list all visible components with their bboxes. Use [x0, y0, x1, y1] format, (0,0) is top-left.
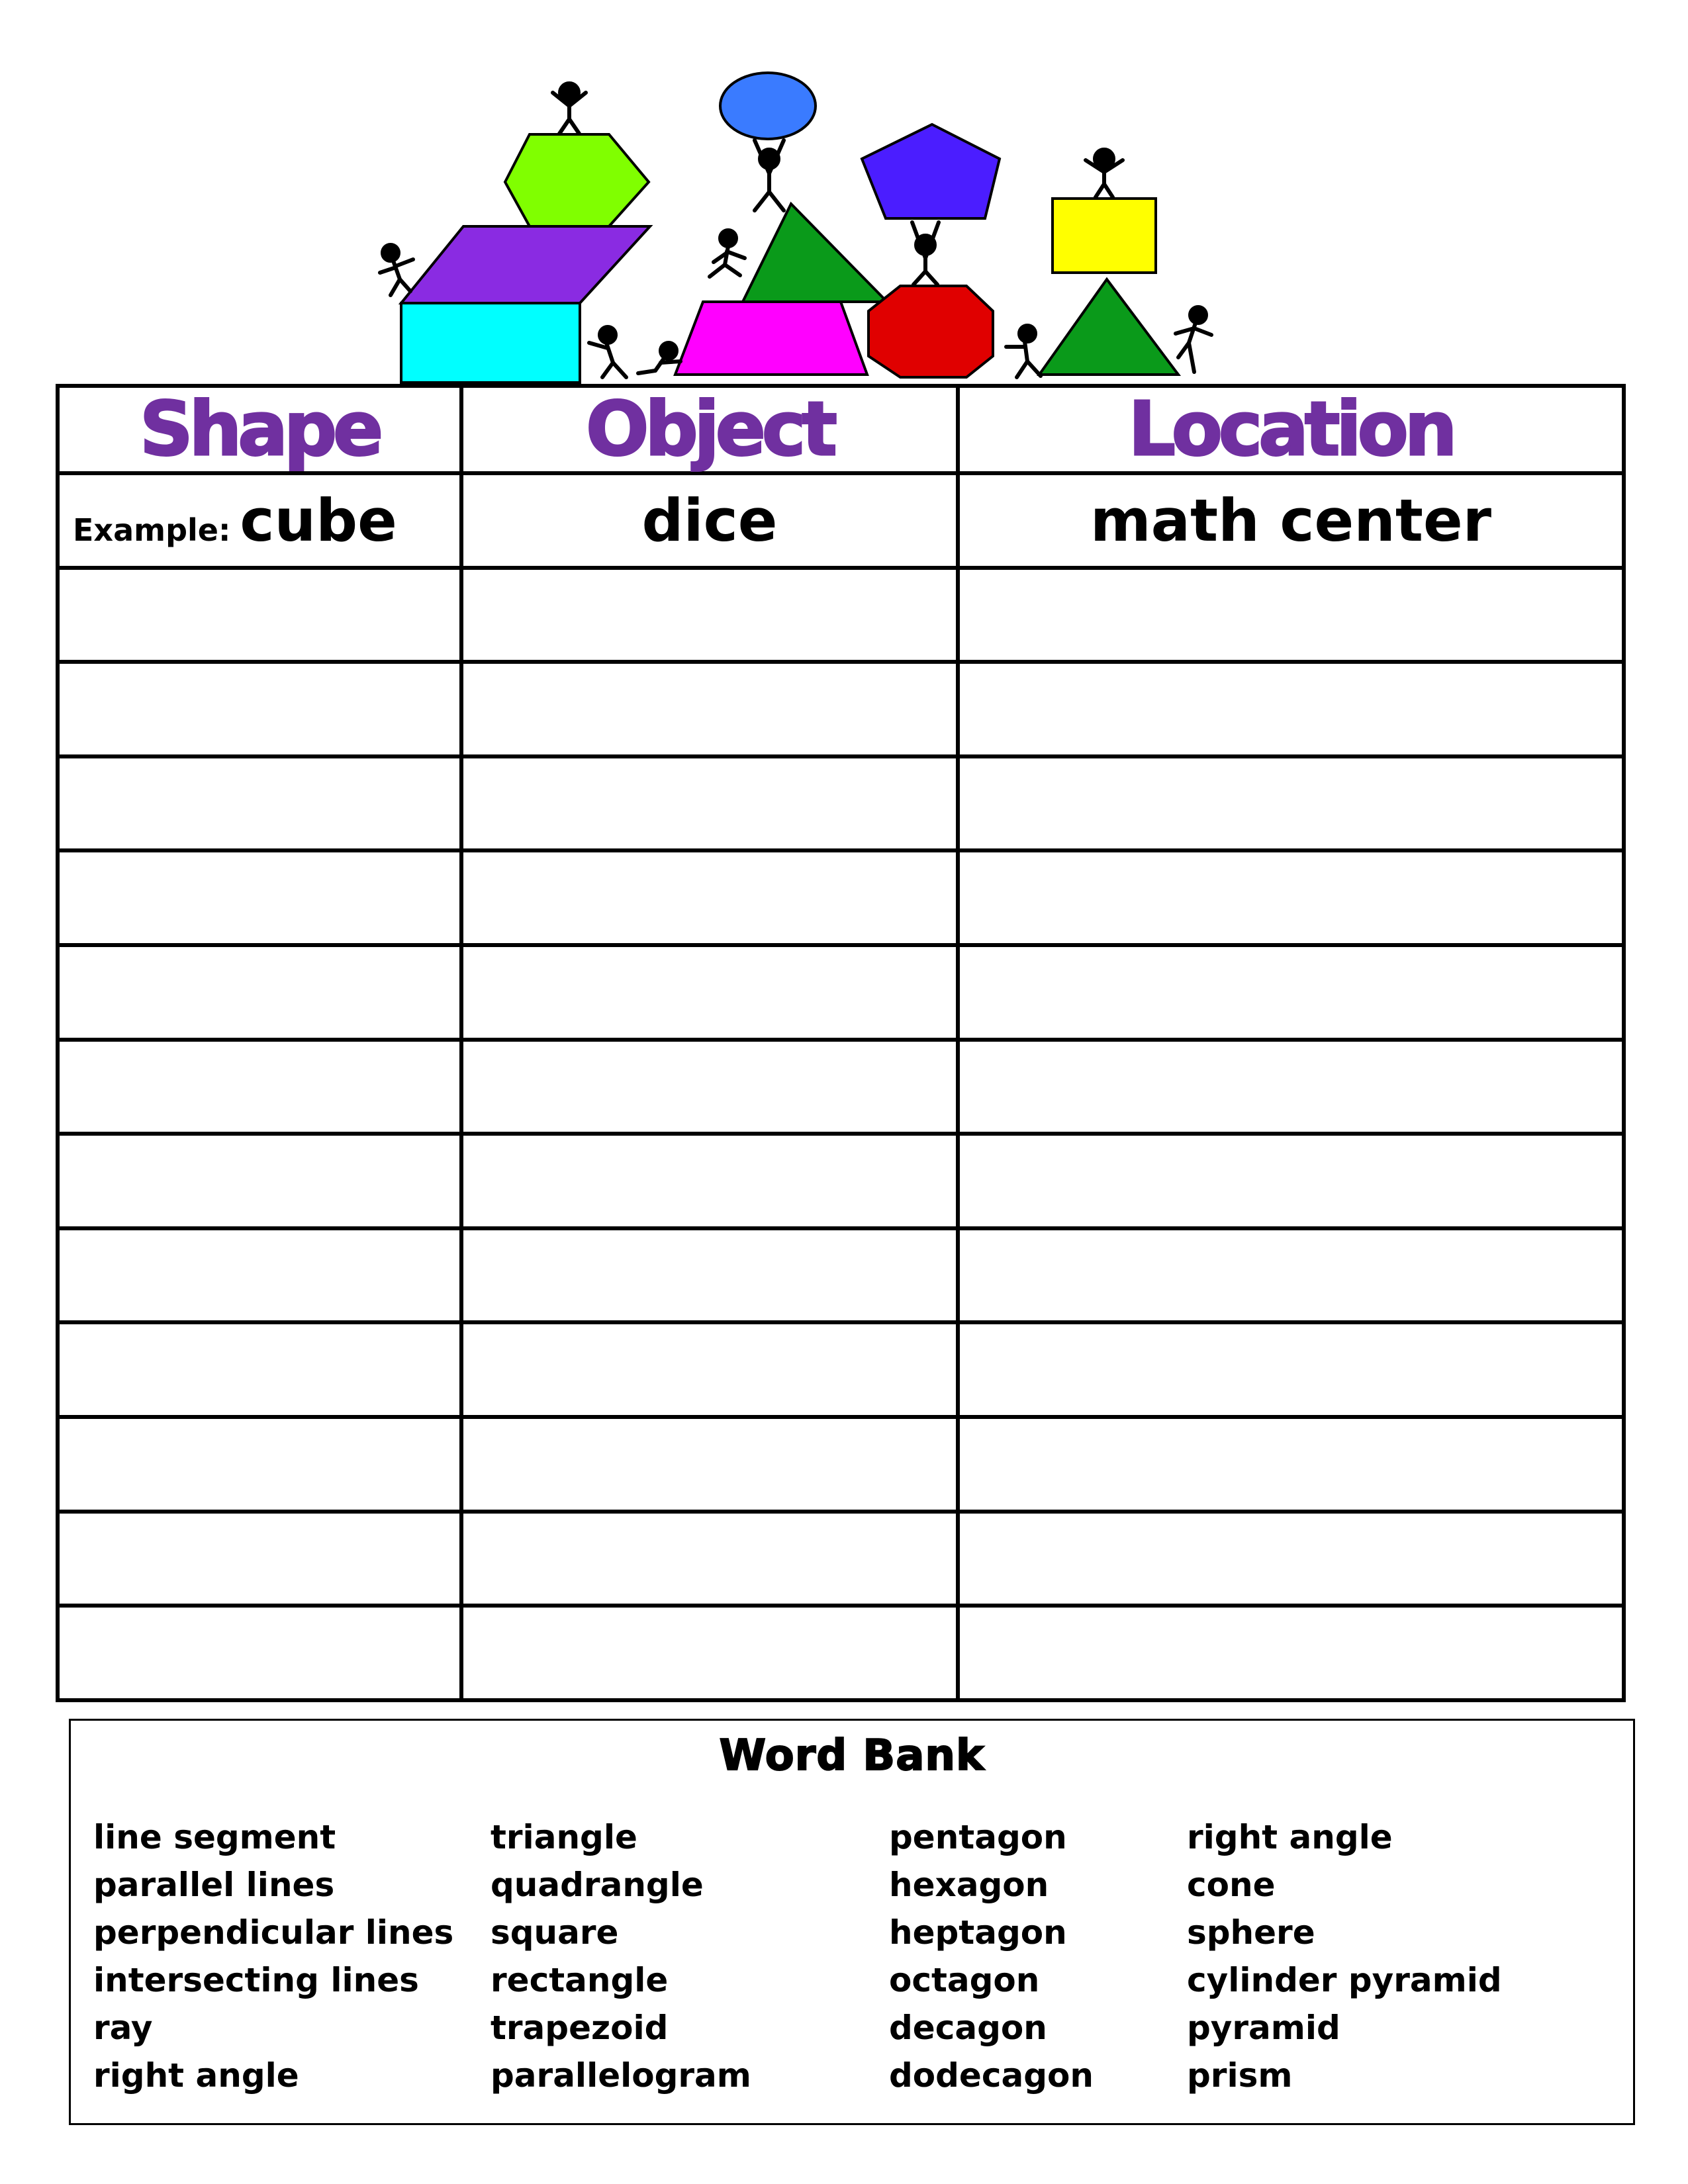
word-bank-item: pyramid — [1187, 2009, 1340, 2047]
word-bank-item: right angle — [1187, 1818, 1393, 1856]
shape-cell[interactable] — [58, 850, 461, 945]
example-row — [58, 473, 1624, 568]
word-bank-item: prism — [1187, 2056, 1293, 2095]
object-cell[interactable] — [461, 1134, 958, 1228]
header-object: Object — [461, 386, 958, 473]
table-row[interactable] — [58, 945, 1624, 1040]
header-row — [58, 386, 1624, 473]
table-row[interactable] — [58, 1606, 1624, 1700]
location-cell[interactable] — [958, 756, 1624, 851]
triangle-shape-center — [743, 204, 887, 302]
word-bank-item: right angle — [93, 2056, 299, 2095]
word-bank-item: intersecting lines — [93, 1961, 419, 1999]
word-bank-item: dodecagon — [889, 2056, 1094, 2095]
object-cell[interactable] — [461, 1322, 958, 1417]
hexagon-shape — [505, 134, 649, 226]
parallelogram-shape — [401, 226, 650, 303]
example-object-cell: dice — [461, 473, 958, 568]
location-cell[interactable] — [958, 1040, 1624, 1134]
shape-cell[interactable] — [58, 1040, 461, 1134]
figure-climbing-right — [1176, 307, 1211, 372]
word-bank-column-3 — [889, 1813, 1094, 2099]
word-bank-item: heptagon — [889, 1913, 1067, 1952]
word-bank-item: pentagon — [889, 1818, 1067, 1856]
location-cell[interactable] — [958, 1134, 1624, 1228]
word-bank-item: square — [491, 1913, 619, 1952]
object-cell[interactable] — [461, 568, 958, 662]
word-bank-item: quadrangle — [491, 1866, 704, 1904]
example-shape: cube — [240, 486, 397, 555]
example-shape-cell — [58, 473, 461, 568]
shape-cell[interactable] — [58, 1512, 461, 1606]
word-bank-item: triangle — [491, 1818, 637, 1856]
figure-pushing-rectangle — [589, 327, 626, 377]
shape-cell[interactable] — [58, 1322, 461, 1417]
figure-sitting — [638, 343, 680, 373]
object-cell[interactable] — [461, 850, 958, 945]
location-cell[interactable] — [958, 1228, 1624, 1323]
circle-shape — [720, 73, 816, 139]
cyan-rectangle-shape — [401, 303, 580, 383]
word-bank-item: cylinder pyramid — [1187, 1961, 1502, 1999]
table-row[interactable] — [58, 1322, 1624, 1417]
yellow-square-shape — [1053, 199, 1156, 273]
shape-cell[interactable] — [58, 568, 461, 662]
table-row[interactable] — [58, 1040, 1624, 1134]
figure-climbing-triangle — [710, 230, 745, 277]
location-cell[interactable] — [958, 850, 1624, 945]
word-bank-item: parallelogram — [491, 2056, 751, 2095]
table-row[interactable] — [58, 1512, 1624, 1606]
location-cell[interactable] — [958, 662, 1624, 756]
location-cell[interactable] — [958, 1512, 1624, 1606]
word-bank-item: decagon — [889, 2009, 1047, 2047]
word-bank-item: rectangle — [491, 1961, 669, 1999]
word-bank-item: cone — [1187, 1866, 1276, 1904]
word-bank-box — [69, 1719, 1635, 2125]
word-bank-item: parallel lines — [93, 1866, 335, 1904]
table-row[interactable] — [58, 756, 1624, 851]
table-row[interactable] — [58, 850, 1624, 945]
shape-cell[interactable] — [58, 945, 461, 1040]
word-bank-item: octagon — [889, 1961, 1040, 1999]
trapezoid-shape — [675, 302, 867, 375]
word-bank-column-4 — [1187, 1813, 1502, 2099]
triangle-shape-right — [1039, 279, 1178, 375]
object-cell[interactable] — [461, 756, 958, 851]
shape-object-location-table — [56, 384, 1626, 1702]
object-cell[interactable] — [461, 1228, 958, 1323]
object-cell[interactable] — [461, 1040, 958, 1134]
table-row[interactable] — [58, 568, 1624, 662]
figure-on-hexagon — [553, 83, 586, 134]
shape-cell[interactable] — [58, 756, 461, 851]
figure-lifting-pentagon — [912, 222, 939, 285]
shape-cell[interactable] — [58, 662, 461, 756]
word-bank-column-1 — [93, 1813, 453, 2099]
figure-climbing-left — [380, 245, 413, 295]
object-cell[interactable] — [461, 945, 958, 1040]
object-cell[interactable] — [461, 662, 958, 756]
pentagon-shape — [862, 124, 1000, 218]
word-bank-column-2 — [491, 1813, 751, 2099]
location-cell[interactable] — [958, 945, 1624, 1040]
table-row[interactable] — [58, 1228, 1624, 1323]
object-cell[interactable] — [461, 1512, 958, 1606]
word-bank-item: line segment — [93, 1818, 336, 1856]
shape-cell[interactable] — [58, 1134, 461, 1228]
table-row[interactable] — [58, 1134, 1624, 1228]
table-row[interactable] — [58, 662, 1624, 756]
figure-on-square — [1086, 150, 1123, 197]
word-bank-title: Word Bank — [719, 1731, 985, 1780]
table-row[interactable] — [58, 1417, 1624, 1512]
word-bank-item: perpendicular lines — [93, 1913, 454, 1952]
example-label: Example: — [73, 512, 231, 548]
shape-cell[interactable] — [58, 1228, 461, 1323]
shape-cell[interactable] — [58, 1417, 461, 1512]
figure-lifting-circle — [755, 140, 784, 210]
shapes-illustration — [371, 63, 1231, 387]
figure-pushing-octagon — [1006, 326, 1041, 377]
object-cell[interactable] — [461, 1417, 958, 1512]
word-bank-item: trapezoid — [491, 2009, 669, 2047]
example-location-cell: math center — [958, 473, 1624, 568]
location-cell[interactable] — [958, 1606, 1624, 1700]
header-location: Location — [958, 386, 1624, 473]
word-bank-item: sphere — [1187, 1913, 1315, 1952]
location-cell[interactable] — [958, 1417, 1624, 1512]
word-bank-item: ray — [93, 2009, 153, 2047]
header-shape: Shape — [58, 386, 461, 473]
location-cell[interactable] — [958, 568, 1624, 662]
octagon-shape — [868, 286, 993, 377]
location-cell[interactable] — [958, 1322, 1624, 1417]
shape-cell[interactable] — [58, 1606, 461, 1700]
word-bank-item: hexagon — [889, 1866, 1049, 1904]
object-cell[interactable] — [461, 1606, 958, 1700]
